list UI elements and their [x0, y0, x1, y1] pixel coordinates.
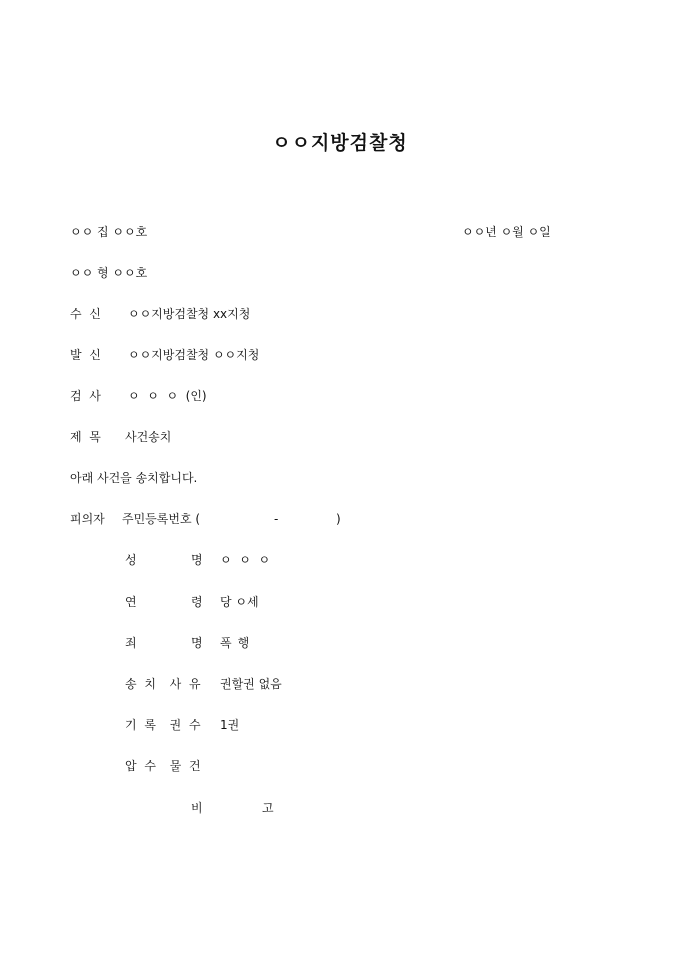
detail-label: 연 [125, 595, 137, 609]
subject-value: 사건송치 [125, 430, 172, 444]
detail-value: ㅇ ㅇ ㅇ [220, 553, 271, 567]
detail-value: 폭행 [220, 636, 256, 650]
subject-label: 제 목 [70, 430, 101, 444]
prosecutor-value: ㅇ ㅇ ㅇ (인) [128, 389, 207, 403]
sender-value: ㅇㅇ지방검찰청 ㅇㅇ지청 [128, 348, 260, 362]
detail-label: 죄 [125, 636, 137, 650]
prosecutor-label: 검 사 [70, 389, 101, 403]
detail-label-second: 명 [191, 553, 203, 567]
detail-label: 성 [125, 553, 137, 567]
remarks-label-second: 고 [262, 801, 274, 815]
detail-label-second: 령 [191, 595, 203, 609]
case-number: ㅇㅇ 형 ㅇㅇ호 [70, 266, 148, 280]
resident-id-label: 주민등록번호 ( [122, 512, 201, 526]
detail-value: 권할권 없음 [220, 677, 282, 691]
sender-label: 발 신 [70, 348, 101, 362]
detail-label: 송 치 사 유 [125, 677, 203, 691]
suspect-label: 피의자 [70, 512, 105, 526]
detail-value: 당 ㅇ세 [220, 595, 259, 609]
detail-label: 기 록 권 수 [125, 718, 203, 732]
resident-id-close: ) [336, 512, 341, 526]
document-date: ㅇㅇ년 ㅇ월 ㅇ일 [462, 225, 551, 239]
resident-id-dash: - [274, 512, 279, 526]
document-title: ㅇㅇ지방검찰청 [272, 132, 408, 154]
detail-value: 1권 [220, 718, 240, 732]
remarks-label: 비 [191, 801, 203, 815]
reference-number: ㅇㅇ 집 ㅇㅇ호 [70, 225, 148, 239]
detail-label: 압 수 물 건 [125, 759, 203, 773]
recipient-label: 수 신 [70, 307, 101, 321]
detail-label-second: 명 [191, 636, 203, 650]
body-text: 아래 사건을 송치합니다. [70, 471, 198, 485]
recipient-value: ㅇㅇ지방검찰청 xx지청 [128, 307, 251, 321]
